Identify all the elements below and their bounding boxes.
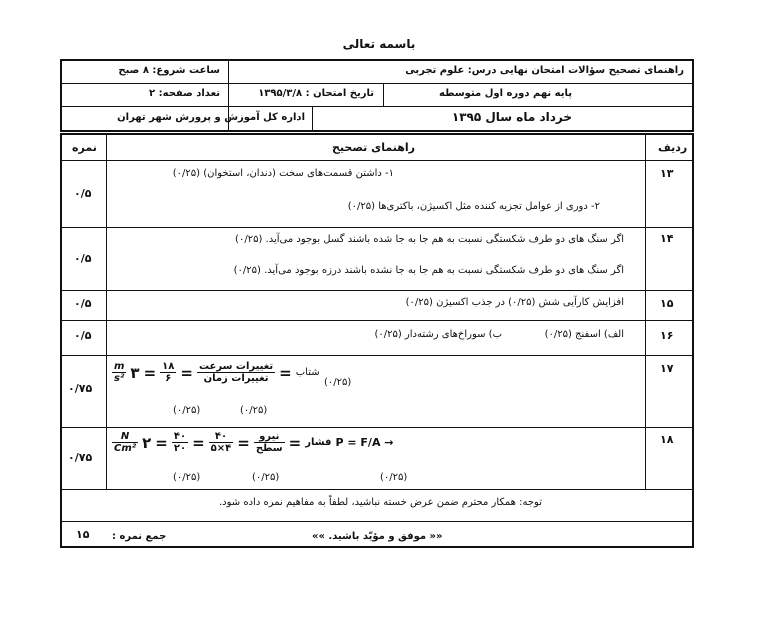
row-number: ۱۸ xyxy=(660,433,674,446)
row-number: ۱۷ xyxy=(660,362,674,375)
mark: (۰/۲۵) xyxy=(173,472,201,483)
acceleration-word: شتاب xyxy=(295,367,320,378)
row-number: ۱۳ xyxy=(660,167,674,180)
unit-fraction: $\frac{N}{\text{Cm²}}$ xyxy=(114,431,137,454)
answer-part-b: ب) سوراخ‌های رشته‌دار (۰/۲۵) xyxy=(374,329,502,340)
answer-part-a: الف) اسفنج (۰/۲۵) xyxy=(544,329,624,340)
pressure-word: فشار xyxy=(305,437,332,448)
unit-fraction: $\frac{m}{\text{s²}}$ xyxy=(114,361,125,384)
course-title: راهنمای تصحیح سؤالات امتحان نهایی درس: علوم تجربی xyxy=(405,65,684,76)
page-count: تعداد صفحه: ۲ xyxy=(149,88,220,99)
result-value: ۲ xyxy=(142,433,152,452)
mark: (۰/۲۵) xyxy=(380,472,408,483)
total-label: جمع نمره : xyxy=(112,531,167,542)
mark: (۰/۲۵) xyxy=(173,405,201,416)
definition-fraction: $\frac{\text{تغییرات سرعت}}{\text{تغییرات زمان}}$ xyxy=(198,361,274,384)
row-score: ۰/۵ xyxy=(74,252,92,265)
education-office: اداره کل آموزش و پرورش شهر تهران xyxy=(117,112,305,123)
exam-date: تاریخ امتحان : ۱۳۹۵/۳/۸ xyxy=(258,88,374,99)
definition-fraction: $\frac{\text{نیرو}}{\text{سطح}}$ xyxy=(255,431,283,454)
closing-wish: «« موفق و مؤیّد باشید. »» xyxy=(312,531,443,542)
acceleration-equation: $\frac{m}{\text{s²}}$ ۳ = $\frac{۱۸}{۶}$ = $\frac{\text{تغییرات سرعت}}{\text{تغییرات زمان}}$ = شتاب xyxy=(114,361,320,384)
teacher-note: توجه: همکار محترم ضمن عرض خسته نباشید، لطفاً به مفاهیم نمره داده شود. xyxy=(219,497,542,508)
answer-line: ۱- داشتن قسمت‌های سخت (دندان، استخوان) (۰/۲۵) xyxy=(172,168,394,179)
answer-line: ۲- دوری از عوامل تجزیه کننده مثل اکسیژن، باکتری‌ها (۰/۲۵) xyxy=(347,201,600,212)
mark: (۰/۲۵) xyxy=(324,377,352,388)
mark: (۰/۲۵) xyxy=(252,472,280,483)
answer-table xyxy=(60,133,694,548)
numeric-fraction: $\frac{۴۰}{۲۰}$ xyxy=(173,431,187,454)
numeric-fraction: $\frac{۱۸}{۶}$ xyxy=(162,361,175,384)
grade-label: پایه نهم دوره اول متوسطه xyxy=(439,88,572,99)
row-score: ۰/۵ xyxy=(74,187,92,200)
column-header-guide: راهنمای تصحیح xyxy=(332,141,415,154)
pressure-formula: P = F/A → xyxy=(335,436,394,449)
row-score: ۰/۷۵ xyxy=(68,382,93,395)
row-number: ۱۵ xyxy=(660,297,674,310)
column-header-score: نمره xyxy=(72,141,97,154)
column-header-row: ردیف xyxy=(658,141,688,154)
total-score: ۱۵ xyxy=(76,528,90,541)
answer-line: اگر سنگ های دو طرف شکستگی نسبت به هم جا به جا نشده باشند درزه بوجود می‌آید. (۰/۲۵) xyxy=(233,265,624,276)
numeric-fraction: $\frac{۴۰}{۵\times ۴}$ xyxy=(210,431,232,454)
start-time: ساعت شروع: ۸ صبح xyxy=(118,65,220,76)
answer-line: افزایش کارآیی شش (۰/۲۵) در جذب اکسیژن (۰/۲۵) xyxy=(405,297,624,308)
result-value: ۳ xyxy=(130,363,140,382)
row-number: ۱۶ xyxy=(660,329,674,342)
pressure-equation: $\frac{N}{\text{Cm²}}$ ۲ = $\frac{۴۰}{۲۰}$ = $\frac{۴۰}{۵\times ۴}$ = $\frac{\text{نیرو}}{\text{سطح}}$ = فشار P = F/A → xyxy=(114,431,394,454)
mark: (۰/۲۵) xyxy=(240,405,268,416)
exam-header xyxy=(60,59,694,132)
row-score: ۰/۵ xyxy=(74,297,92,310)
row-score: ۰/۷۵ xyxy=(68,451,93,464)
row-number: ۱۴ xyxy=(660,232,674,245)
answer-line: اگر سنگ های دو طرف شکستگی نسبت به هم جا به جا شده باشند گسل بوجود می‌آید. (۰/۲۵) xyxy=(235,234,624,245)
exam-session: خرداد ماه سال ۱۳۹۵ xyxy=(451,110,572,124)
row-score: ۰/۵ xyxy=(74,329,92,342)
page-title: باسمه تعالی xyxy=(342,37,416,51)
